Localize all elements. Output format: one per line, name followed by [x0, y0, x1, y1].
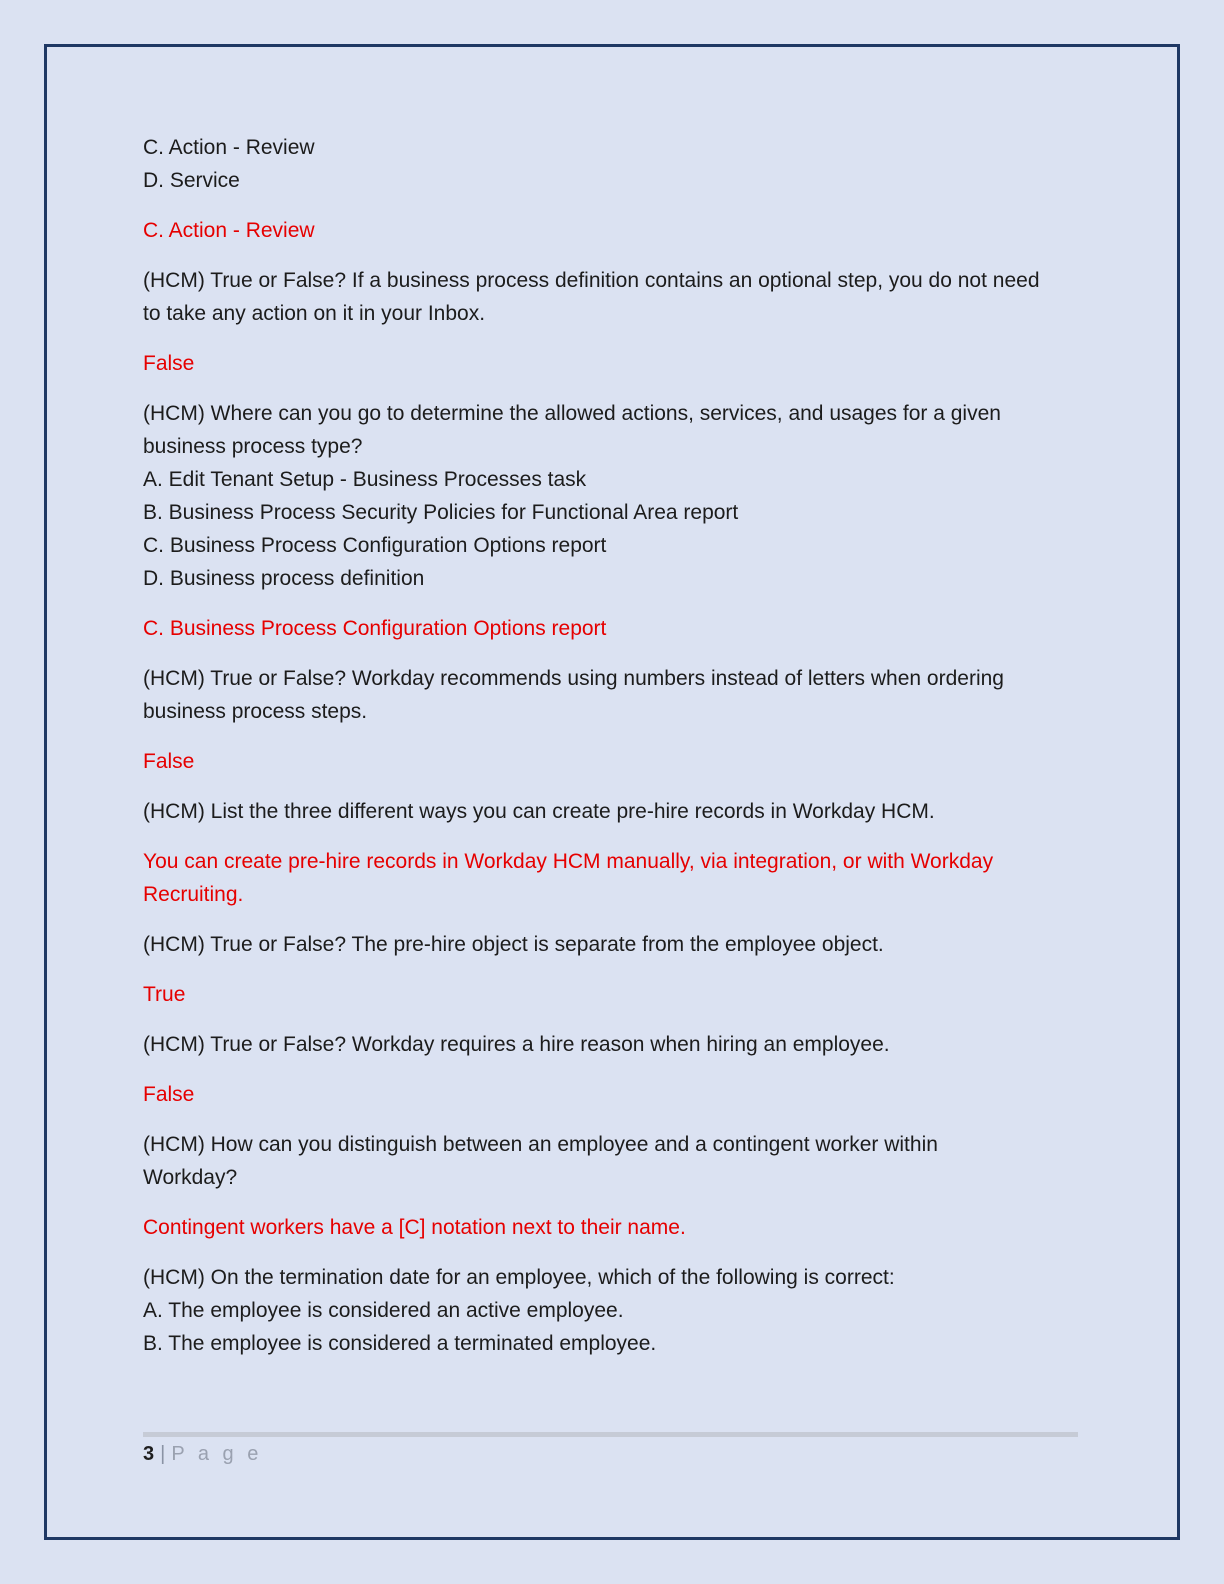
answer-options-block — [143, 131, 1088, 197]
question-line: Workday? — [143, 1166, 238, 1189]
question-line: business process type? — [143, 435, 363, 458]
answer-line: C. Business Process Configuration Options report — [143, 617, 607, 640]
question-block — [143, 662, 1088, 728]
answer-line: Recruiting. — [143, 883, 244, 906]
option-line: D. Service — [143, 169, 240, 192]
answer-block — [143, 1078, 1088, 1111]
question-line: business process steps. — [143, 700, 368, 723]
option-line: B. Business Process Security Policies for Functional Area report — [143, 501, 739, 524]
question-line: (HCM) True or False? Workday recommends using numbers instead of letters when ordering — [143, 667, 1004, 690]
question-line: (HCM) List the three different ways you can create pre-hire records in Workday HCM. — [143, 800, 935, 823]
page-number: 3 — [143, 1443, 155, 1465]
question-block — [143, 397, 1088, 595]
question-block — [143, 795, 1088, 828]
answer-block — [143, 347, 1088, 380]
answer-line: C. Action - Review — [143, 219, 315, 242]
answer-line: False — [143, 1083, 195, 1106]
answer-line: False — [143, 352, 195, 375]
question-line: (HCM) How can you distinguish between an employee and a contingent worker within — [143, 1133, 938, 1156]
option-line: D. Business process definition — [143, 567, 425, 590]
answer-line: You can create pre-hire records in Workday HCM manually, via integration, or with Workday — [143, 850, 994, 873]
answer-line: Contingent workers have a [C] notation next to their name. — [143, 1216, 686, 1239]
question-line: (HCM) True or False? The pre-hire object is separate from the employee object. — [143, 933, 884, 956]
question-line: to take any action on it in your Inbox. — [143, 302, 486, 325]
footer-label: P a g e — [171, 1443, 263, 1465]
answer-line: False — [143, 750, 195, 773]
question-line: (HCM) True or False? Workday requires a hire reason when hiring an employee. — [143, 1033, 890, 1056]
option-line: C. Business Process Configuration Options report — [143, 534, 607, 557]
question-block — [143, 1128, 1088, 1194]
answer-block — [143, 845, 1088, 911]
question-block — [143, 1028, 1088, 1061]
answer-block — [143, 1211, 1088, 1244]
option-line: A. The employee is considered an active employee. — [143, 1299, 624, 1322]
question-line: (HCM) On the termination date for an employee, which of the following is correct: — [143, 1266, 895, 1289]
answer-block — [143, 745, 1088, 778]
page-footer — [143, 1432, 1078, 1466]
question-block — [143, 928, 1088, 961]
answer-line: True — [143, 983, 186, 1006]
question-block — [143, 264, 1088, 330]
option-line: B. The employee is considered a terminated employee. — [143, 1332, 657, 1355]
option-line: C. Action - Review — [143, 136, 315, 159]
question-line: (HCM) True or False? If a business process definition contains an optional step, you do not need — [143, 269, 1040, 292]
question-block — [143, 1261, 1088, 1360]
document-body — [143, 131, 1088, 1377]
option-line: A. Edit Tenant Setup - Business Processes task — [143, 468, 587, 491]
footer-separator: | — [160, 1443, 166, 1465]
answer-block — [143, 978, 1088, 1011]
question-line: (HCM) Where can you go to determine the allowed actions, services, and usages for a given — [143, 402, 1001, 425]
answer-block — [143, 612, 1088, 645]
answer-block — [143, 214, 1088, 247]
